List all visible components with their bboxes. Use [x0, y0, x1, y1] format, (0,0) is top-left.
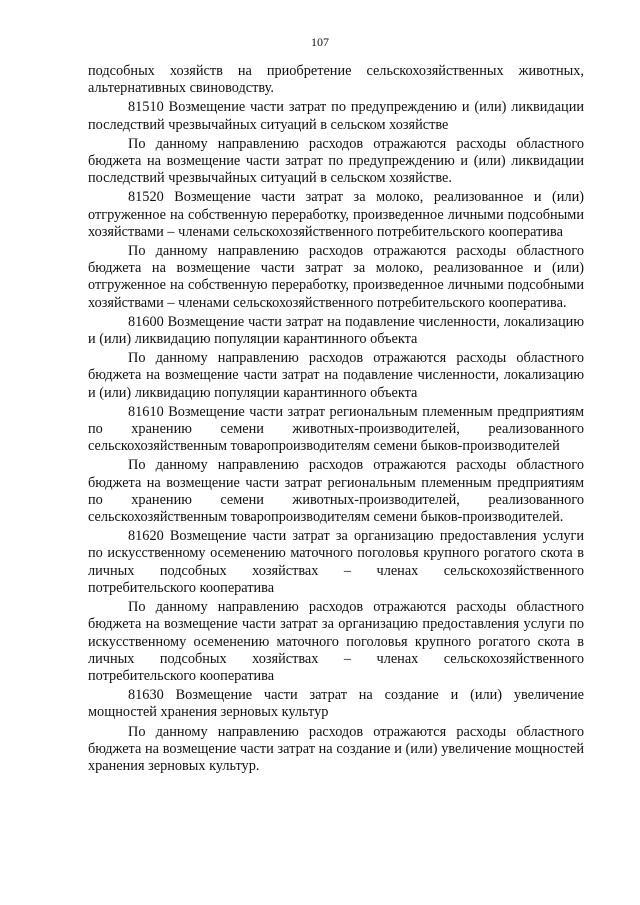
paragraph-81600-heading: 81600 Возмещение части затрат на подавление численности, локализацию и (или) ликвидацию популяции карантинного объекта	[88, 313, 584, 348]
paragraph-81510-description: По данному направлению расходов отражаются расходы областного бюджета на возмещение части затрат по предупреждению и (или) ликвидации последствий чрезвычайных ситуаций в сельском хозяйстве.	[88, 135, 584, 187]
paragraph-81610-description: По данному направлению расходов отражаются расходы областного бюджета на возмещение части затрат региональным племенным предприятиям по хранению семени животных-производителей, реализованного сельскохозяйственным товаропроизводителям семени быков-производителей.	[88, 457, 584, 526]
document-body	[88, 63, 584, 775]
paragraph-81510-heading: 81510 Возмещение части затрат по предупреждению и (или) ликвидации последствий чрезвычайных ситуаций в сельском хозяйстве	[88, 99, 584, 133]
paragraph-81630-description: По данному направлению расходов отражаются расходы областного бюджета на возмещение части затрат на создание и (или) увеличение мощностей хранения зерновых культур.	[88, 723, 584, 774]
paragraph-81520-heading: 81520 Возмещение части затрат за молоко, реализованное и (или) отгруженное на собственную переработку, произведенное личными подсобными хозяйствами – членами сельскохозяйственного потребительского кооператива	[88, 189, 584, 240]
paragraph-continuation: подсобных хозяйств на приобретение сельскохозяйственных животных, альтернативных свиноводству.	[88, 63, 584, 97]
paragraph-81630-heading: 81630 Возмещение части затрат на создание и (или) увеличение мощностей хранения зерновых культур	[88, 687, 584, 721]
paragraph-81600-description: По данному направлению расходов отражаются расходы областного бюджета на возмещение части затрат на подавление численности, локализацию и (или) ликвидацию популяции карантинного объекта	[88, 350, 584, 401]
paragraph-81620-description: По данному направлению расходов отражаются расходы областного бюджета на возмещение части затрат за организацию предоставления услуги по искусственному осеменению маточного поголовья крупного рогатого скота в личных подсобных хозяйствах – членах сельскохозяйственного потребительского кооператива	[88, 599, 584, 684]
paragraph-81520-description: По данному направлению расходов отражаются расходы областного бюджета на возмещение части затрат за молоко, реализованное и (или) отгруженное на собственную переработку, произведенное личными подсобными хозяйствами – членами сельскохозяйственного потребительского кооператива.	[88, 243, 584, 311]
page-number: 107	[311, 35, 329, 49]
paragraph-81620-heading: 81620 Возмещение части затрат за организацию предоставления услуги по искусственному осеменению маточного поголовья крупного рогатого скота в личных подсобных хозяйствах – членах сельскохозяйственного потребительского кооператива	[88, 528, 584, 596]
paragraph-81610-heading: 81610 Возмещение части затрат региональным племенным предприятиям по хранению семени животных-производителей, реализованного сельскохозяйственным товаропроизводителям семени быков-производителей	[88, 403, 584, 455]
